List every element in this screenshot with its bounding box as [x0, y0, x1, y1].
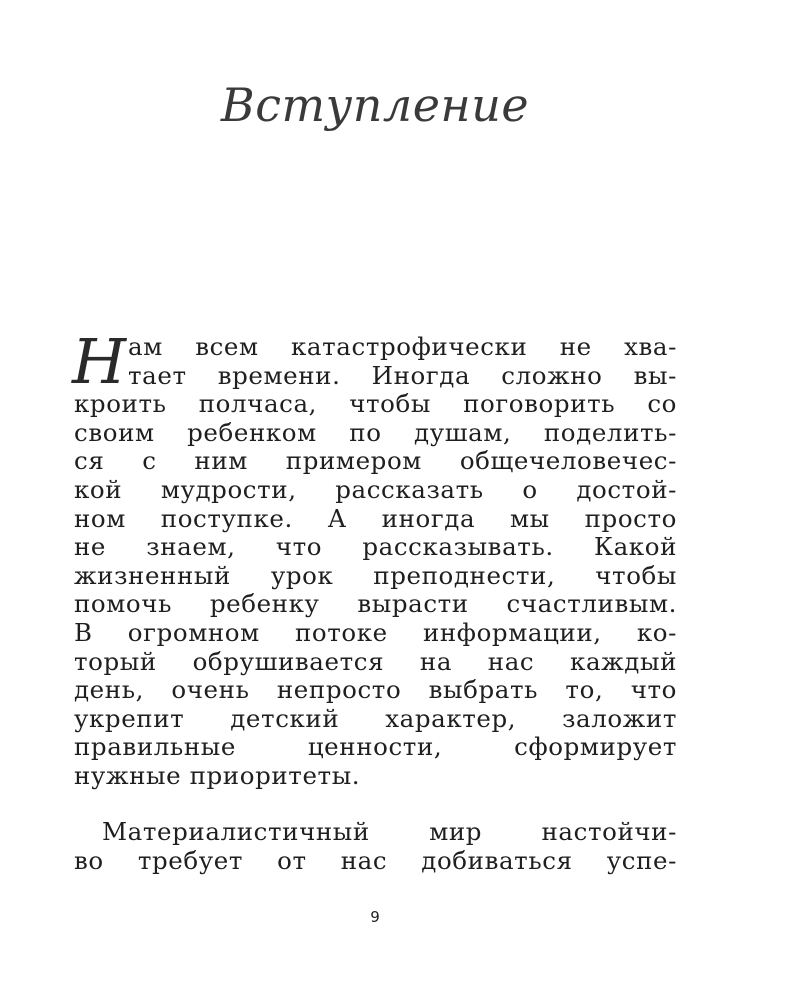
text-line: укрепит детский характер, заложит [74, 703, 677, 733]
text-line: кой мудрости, рассказать о достой- [74, 474, 677, 504]
text-line: ном поступке. А иногда мы просто [74, 503, 677, 533]
paragraph-2 [74, 818, 677, 875]
text-line: нужные приоритеты. [74, 760, 361, 790]
text-line: жизненный урок преподнести, чтобы [74, 560, 677, 590]
paragraph-1 [72, 325, 677, 791]
text-line: ам всем катастрофически не хва- [128, 332, 677, 361]
text-line: ся с ним примером общечеловечес- [74, 446, 677, 476]
text-line: торый обрушивается на нас каждый [74, 646, 677, 676]
text-line: правильные ценности, сформирует [74, 732, 677, 762]
text-line: во требует от нас добиваться успе- [74, 845, 677, 875]
text-line: своим ребенком по душам, поделить- [74, 417, 677, 447]
text-line: В огромном потоке информации, ко- [74, 617, 677, 647]
text-line: день, очень непросто выбрать то, что [74, 675, 677, 705]
text-line: тает времени. Иногда сложно вы- [128, 360, 677, 390]
text-line: не знаем, что рассказывать. Какой [74, 532, 677, 562]
text-line: помочь ребенку вырасти счастливым. [74, 589, 677, 619]
page-number: 9 [370, 908, 380, 926]
chapter-title: Вступление [220, 78, 530, 132]
drop-cap: Н [72, 325, 127, 398]
text-line: кроить полчаса, чтобы поговорить со [74, 389, 677, 419]
text-line: Материалистичный мир настойчи- [102, 817, 677, 846]
